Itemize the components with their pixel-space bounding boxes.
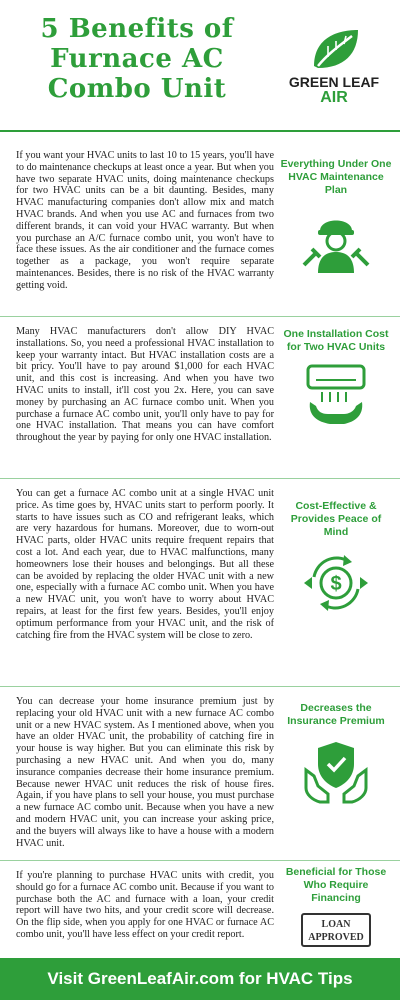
- section-financing: [0, 866, 400, 954]
- section-text: You can decrease your home insurance premium just by replacing your old HVAC unit with a new furnace AC combo unit or a new HVAC system. As I mentioned above, when you have an older HVAC unit, the probability of catching fire in your house is way higher. But you can eliminate this risk by purchasing a new HVAC unit. And when you do, many insurance companies decrease their home insurance premium. Because newer HVAC unit reduces the risk of house fires. Again, if you have plans to sell your house, you must purchase a new furnace AC combo unit. Because when you have a new and modern HVAC unit, you can increase your asking price, and the buyers will always like to have a house with a modern HVAC unit.: [16, 696, 274, 849]
- section-installation: [0, 322, 400, 470]
- title-line-3: Combo Unit: [47, 74, 227, 104]
- section-text: Many HVAC manufacturers don't allow DIY HVAC installations. So, you need a professional HVAC installation to keep your warranty intact. But HVAC installation costs are a bit pricy. You'll have to pay around $1,000 for each HVAC unit, and this cost is increasing. And when you have two HVAC units to install, it'll cost you 2x. Here, you can save money by purchasing an AC furnace combo unit. When you purchase a furnace AC combo unit, you'll only have to pay for one HVAC installation. That means you can have comfort throughout the year by paying for only one HVAC installation.: [16, 326, 274, 444]
- stamp-line-2: APPROVED: [308, 932, 364, 943]
- leaf-icon: [304, 26, 364, 72]
- section-side: [280, 158, 392, 277]
- section-side: [280, 866, 392, 947]
- loan-approved-stamp-icon: [301, 913, 371, 947]
- air-conditioner-icon: [300, 362, 372, 428]
- divider: [0, 686, 400, 687]
- page-title: [12, 14, 262, 104]
- logo-text-bottom: AIR: [320, 89, 348, 106]
- section-side: [280, 328, 392, 428]
- section-side-title: Everything Under One HVAC Maintenance Plan: [280, 158, 392, 196]
- stamp-line-1: LOAN: [321, 919, 351, 930]
- footer-banner: Visit GreenLeafAir.com for HVAC Tips: [0, 958, 400, 1000]
- logo: [284, 26, 384, 116]
- logo-text-top: GREEN LEAF: [288, 74, 380, 90]
- title-line-2: Furnace AC: [50, 44, 224, 74]
- section-side: [280, 500, 392, 619]
- title-line-1: 5 Benefits of: [40, 14, 234, 44]
- section-text: You can get a furnace AC combo unit at a single HVAC unit price. As time goes by, HVAC units start to perform poorly. It starts to have issues such as CO and refrigerant leaks, which are very hazardous for humans. Moreover, due to worn-out HVAC parts, older HVAC units require frequent repairs that cost a lot. And each year, due to HVAC malfunctions, many homeowners lose their houses and belongings. But all these can be avoided by replacing the older HVAC unit with a new one, especially with a furnace AC combo unit. When you have a new HVAC unit, you won't have to worry about HVAC repairs, at least for the first few years. Besides, you'll enjoy optimum performance from your HVAC unit, and the risk of catching fire from the HVAC system will be close to zero.: [16, 488, 274, 641]
- technician-icon: [300, 205, 372, 277]
- section-side-title: Beneficial for Those Who Require Financing: [285, 866, 387, 904]
- divider: [0, 316, 400, 317]
- section-side-title: Cost-Effective & Provides Peace of Mind: [290, 500, 382, 538]
- dollar-cycle-icon: [300, 547, 372, 619]
- section-side: [280, 702, 392, 808]
- divider: [0, 478, 400, 479]
- section-insurance: [0, 692, 400, 858]
- shield-hands-icon: [300, 736, 372, 808]
- section-maintenance: [0, 146, 400, 306]
- section-side-title: Decreases the Insurance Premium: [287, 702, 385, 727]
- section-text: If you're planning to purchase HVAC units with credit, you should go for a furnace AC combo unit. Because if you want to purchase both the AC and furnace with a loan, your credit report will have two hits, and your credit score will decrease. On the flip side, when you apply for one HVAC or furnace AC combo unit, you'll have less effect on your credit report.: [16, 870, 274, 940]
- header: [0, 0, 400, 132]
- section-side-title: One Installation Cost for Two HVAC Units: [283, 328, 389, 353]
- section-text: If you want your HVAC units to last 10 to 15 years, you'll have to do maintenance checkups at least once a year. But when you have two separate HVAC units, doing maintenance checkups for two HVAC units can be a bit daunting. Besides, many HVAC manufacturing companies don't allow mix and match HVAC brands. And when you use AC and furnaces from two different brands, it can void your HVAC warranty. But when you purchase an A/C furnace combo unit, you won't have to face these issues. As the air conditioner and the furnace comes together as a package, you won't require separate maintenances. Besides, there is no risk of the HVAC warranty getting void.: [16, 150, 274, 291]
- divider: [0, 860, 400, 861]
- section-cost-effective: [0, 484, 400, 680]
- svg-text:$: $: [330, 573, 342, 595]
